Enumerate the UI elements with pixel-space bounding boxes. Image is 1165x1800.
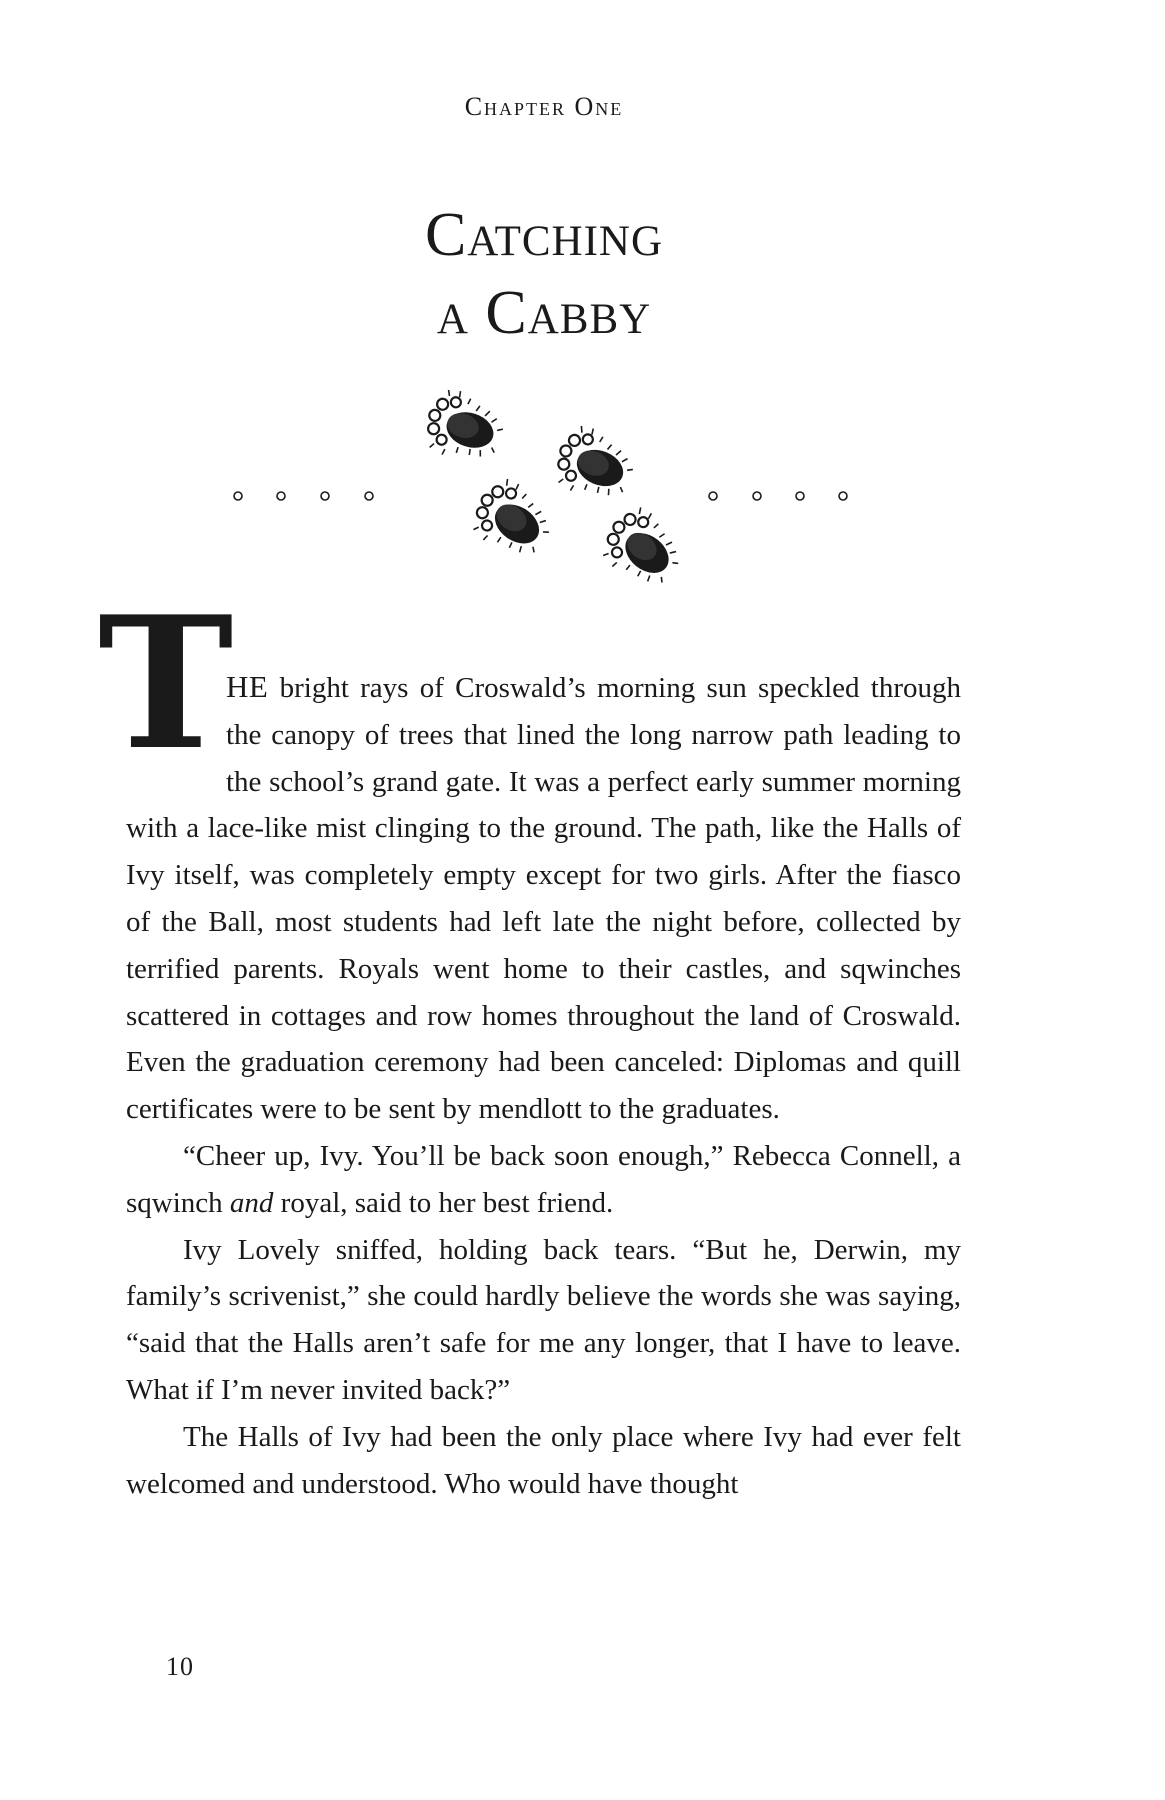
paragraph-2-text-b: royal, said to her best friend.	[273, 1186, 614, 1219]
chapter-title	[0, 196, 1088, 352]
paragraph-1-text: bright rays of Croswald’s morning sun speckled through the canopy of trees that lined the long narrow path leading to the school’s grand gate. It was a perfect early summer morning with a lace-like mist clinging to the ground. The path, like the Halls of Ivy itself, was completely empty except for two girls. After the fiasco of the Ball, most students had left late the night before, collected by terrified parents. Royals went home to their castles, and sqwinches scattered in cottages and row homes throughout the land of Croswald. Even the graduation ceremony had been canceled: Diplomas and quill certificates were to be sent by mendlott to the graduates.	[126, 672, 961, 1126]
paragraph-1	[126, 664, 961, 1133]
lead-word: HE	[226, 669, 269, 704]
paragraph-3: Ivy Lovely sniffed, holding back tears. “But he, Derwin, my family’s scrivenist,” she could hardly believe the words she was saying, “said that the Halls aren’t safe for me any longer, that I have to leave. What if I’m never invited back?”	[126, 1233, 961, 1406]
paragraph-2-emphasis: and	[229, 1186, 274, 1219]
paragraph-2	[126, 1133, 961, 1227]
chapter-body	[126, 664, 961, 1507]
drop-cap-spacer	[126, 664, 226, 800]
chapter-label: Chapter One	[464, 92, 624, 121]
paragraph-4: The Halls of Ivy had been the only place where Ivy had ever felt welcomed and understood. Who would have thought	[126, 1420, 961, 1500]
paragraph-2-text-a: “Cheer up, Ivy. You’ll be back soon enough,” Rebecca Connell, a sqwinch	[126, 1139, 961, 1219]
drop-cap: T	[98, 576, 234, 790]
ornament-dots-right	[709, 492, 847, 500]
pawprints-icon	[0, 390, 1165, 600]
ornament-dots-left	[234, 492, 373, 500]
small-caps-lead	[226, 669, 269, 704]
chapter-title-line-1: Catching	[424, 201, 664, 269]
chapter-title-line-2: a Cabby	[436, 279, 652, 347]
page-number: 10	[166, 1652, 194, 1681]
